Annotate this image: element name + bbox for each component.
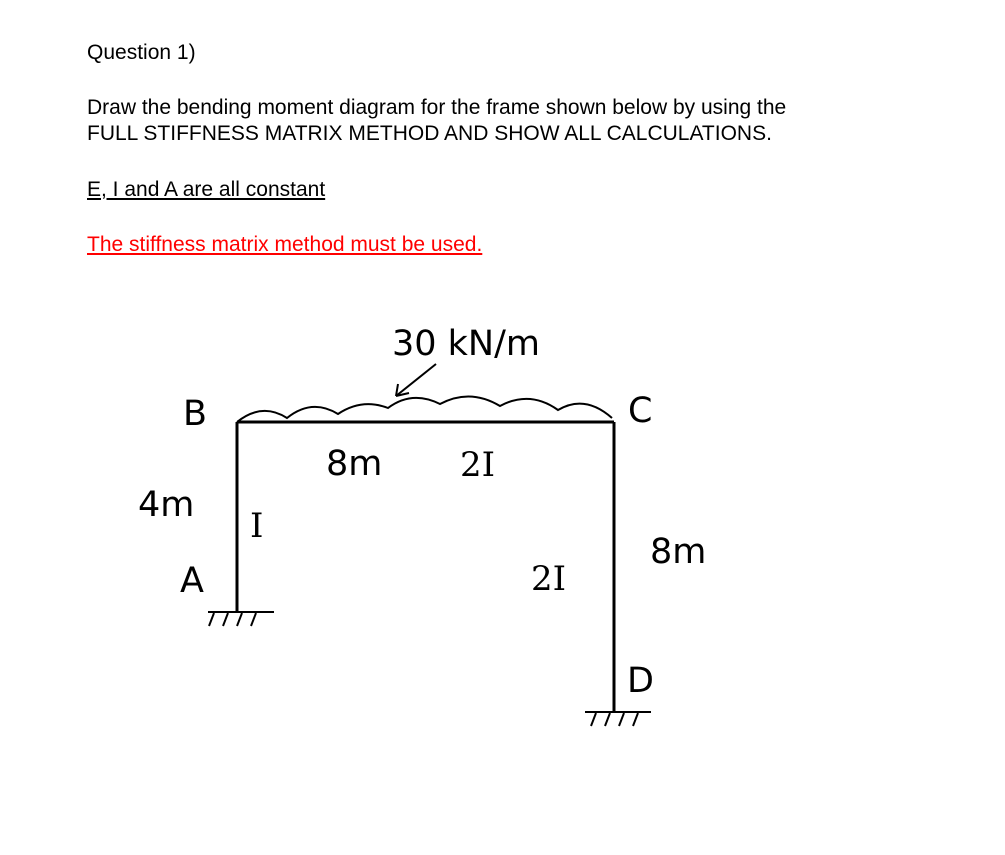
load-pointer-arrow: [396, 364, 436, 396]
column-cd-length: 8m: [650, 532, 707, 572]
instruction-line-1: Draw the bending moment diagram for the frame shown below by using the: [87, 96, 787, 119]
beam-bc-length: 8m: [326, 444, 383, 484]
fixed-support-d: [585, 712, 651, 726]
constant-properties-note: E, I and A are all constant: [87, 178, 326, 201]
column-cd-inertia: 2I: [531, 559, 567, 599]
column-ab-length: 4m: [138, 485, 195, 525]
load-label: 30 kN/m: [392, 324, 540, 364]
distributed-load: [237, 396, 612, 422]
column-ab-inertia: I: [250, 506, 264, 546]
question-title: Question 1): [87, 41, 196, 64]
instruction-line-2: FULL STIFFNESS MATRIX METHOD AND SHOW ALL CALCULATIONS.: [87, 122, 772, 145]
node-c-label: C: [628, 391, 653, 431]
node-d-label: D: [627, 661, 654, 701]
node-b-label: B: [183, 394, 208, 434]
fixed-support-a: [208, 612, 274, 626]
node-a-label: A: [180, 561, 204, 601]
method-requirement-note: The stiffness matrix method must be used.: [87, 233, 483, 256]
beam-bc-inertia: 2I: [460, 445, 496, 485]
